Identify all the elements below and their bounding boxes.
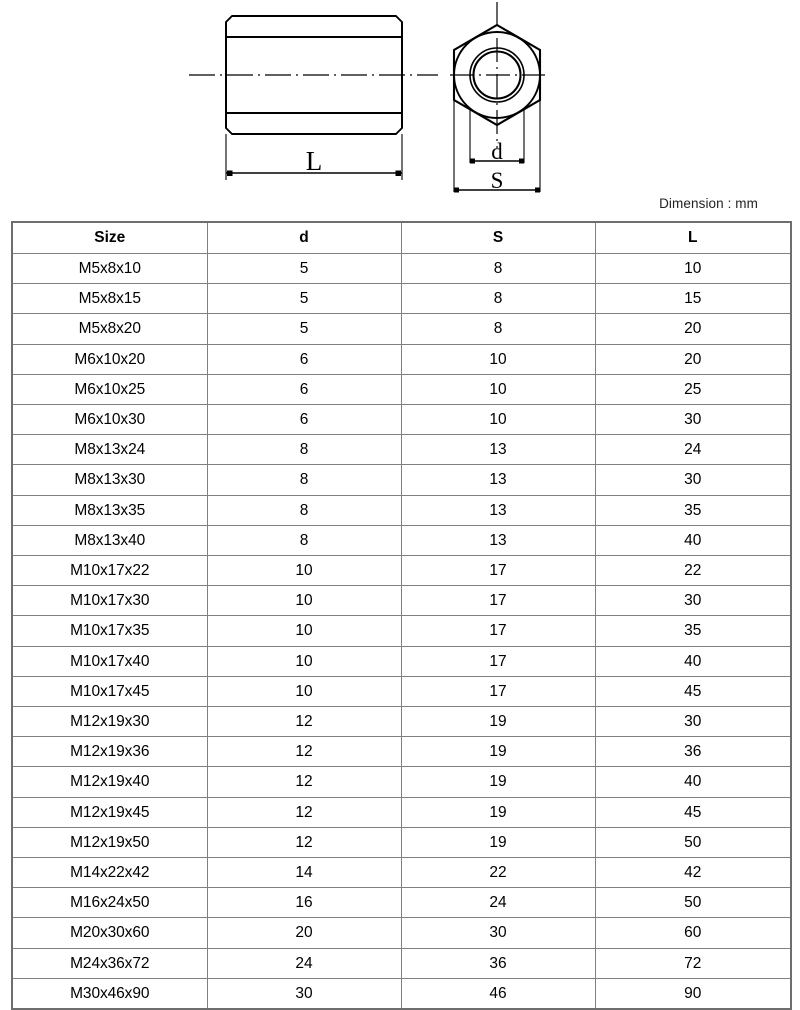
length-arrow-right <box>396 171 402 177</box>
cell-l: 45 <box>595 676 791 706</box>
cell-l: 25 <box>595 374 791 404</box>
cell-d: 5 <box>207 284 401 314</box>
column-header-d: d <box>207 222 401 254</box>
cell-d: 10 <box>207 646 401 676</box>
cell-l: 15 <box>595 284 791 314</box>
cell-l: 30 <box>595 405 791 435</box>
cell-size: M6x10x30 <box>12 405 207 435</box>
cell-l: 40 <box>595 767 791 797</box>
cell-l: 90 <box>595 978 791 1009</box>
cell-s: 10 <box>401 374 595 404</box>
column-header-l: L <box>595 222 791 254</box>
table-row <box>12 314 791 344</box>
cell-s: 10 <box>401 344 595 374</box>
flats-arrow-left <box>454 188 459 193</box>
table-row <box>12 465 791 495</box>
cell-s: 8 <box>401 254 595 284</box>
cell-size: M10x17x45 <box>12 676 207 706</box>
cell-size: M10x17x40 <box>12 646 207 676</box>
table-row <box>12 344 791 374</box>
column-header-size: Size <box>12 222 207 254</box>
cell-size: M14x22x42 <box>12 858 207 888</box>
cell-d: 12 <box>207 767 401 797</box>
thread-diameter-label: d <box>491 139 503 164</box>
cell-l: 60 <box>595 918 791 948</box>
cell-s: 19 <box>401 767 595 797</box>
table-row <box>12 284 791 314</box>
cell-size: M12x19x30 <box>12 707 207 737</box>
table-row <box>12 858 791 888</box>
cell-l: 22 <box>595 556 791 586</box>
table-row <box>12 254 791 284</box>
cell-d: 10 <box>207 556 401 586</box>
cell-size: M5x8x20 <box>12 314 207 344</box>
cell-d: 20 <box>207 918 401 948</box>
cell-size: M8x13x30 <box>12 465 207 495</box>
length-arrow-left <box>227 171 233 177</box>
across-flats-label: S <box>490 168 504 193</box>
cell-l: 24 <box>595 435 791 465</box>
cell-l: 35 <box>595 616 791 646</box>
cell-d: 6 <box>207 374 401 404</box>
cell-d: 16 <box>207 888 401 918</box>
cell-size: M5x8x15 <box>12 284 207 314</box>
cell-l: 45 <box>595 797 791 827</box>
cell-s: 17 <box>401 586 595 616</box>
cell-s: 17 <box>401 646 595 676</box>
column-header-s: S <box>401 222 595 254</box>
cell-s: 8 <box>401 314 595 344</box>
cell-d: 10 <box>207 616 401 646</box>
table-row <box>12 676 791 706</box>
cell-size: M8x13x35 <box>12 495 207 525</box>
cell-l: 36 <box>595 737 791 767</box>
cell-size: M5x8x10 <box>12 254 207 284</box>
cell-s: 13 <box>401 495 595 525</box>
table-row <box>12 918 791 948</box>
cell-d: 24 <box>207 948 401 978</box>
cell-size: M30x46x90 <box>12 978 207 1009</box>
cell-size: M24x36x72 <box>12 948 207 978</box>
cell-s: 10 <box>401 405 595 435</box>
cell-l: 40 <box>595 525 791 555</box>
table-row <box>12 888 791 918</box>
dimension-unit-note: Dimension : mm <box>659 196 758 211</box>
cell-size: M12x19x45 <box>12 797 207 827</box>
cell-size: M12x19x40 <box>12 767 207 797</box>
thread-arrow-right <box>519 159 524 164</box>
cell-size: M8x13x24 <box>12 435 207 465</box>
cell-s: 17 <box>401 556 595 586</box>
cell-s: 13 <box>401 465 595 495</box>
cell-s: 17 <box>401 676 595 706</box>
cell-size: M10x17x35 <box>12 616 207 646</box>
cell-l: 20 <box>595 344 791 374</box>
cell-d: 6 <box>207 344 401 374</box>
cell-size: M10x17x22 <box>12 556 207 586</box>
cell-size: M20x30x60 <box>12 918 207 948</box>
cell-d: 5 <box>207 314 401 344</box>
cell-l: 72 <box>595 948 791 978</box>
cell-l: 10 <box>595 254 791 284</box>
cell-d: 12 <box>207 797 401 827</box>
cell-size: M6x10x20 <box>12 344 207 374</box>
cell-size: M12x19x50 <box>12 827 207 857</box>
cell-s: 8 <box>401 284 595 314</box>
table-row <box>12 767 791 797</box>
table-row <box>12 737 791 767</box>
cell-size: M6x10x25 <box>12 374 207 404</box>
table-row <box>12 646 791 676</box>
cell-d: 5 <box>207 254 401 284</box>
length-label: L <box>305 146 323 176</box>
table-row <box>12 556 791 586</box>
cell-l: 30 <box>595 707 791 737</box>
cell-l: 40 <box>595 646 791 676</box>
specification-table <box>11 221 792 1010</box>
drawing-canvas <box>0 0 800 200</box>
cell-d: 14 <box>207 858 401 888</box>
cell-d: 30 <box>207 978 401 1009</box>
cell-s: 36 <box>401 948 595 978</box>
table-row <box>12 948 791 978</box>
cell-s: 22 <box>401 858 595 888</box>
table-header-row <box>12 222 791 254</box>
cell-d: 8 <box>207 495 401 525</box>
cell-s: 17 <box>401 616 595 646</box>
table-row <box>12 405 791 435</box>
cell-s: 19 <box>401 797 595 827</box>
cell-s: 13 <box>401 525 595 555</box>
cell-l: 42 <box>595 858 791 888</box>
table-row <box>12 525 791 555</box>
cell-l: 30 <box>595 465 791 495</box>
cell-size: M12x19x36 <box>12 737 207 767</box>
cell-d: 8 <box>207 525 401 555</box>
specification-table-container <box>11 221 790 1010</box>
table-row <box>12 495 791 525</box>
cell-s: 19 <box>401 827 595 857</box>
table-row <box>12 374 791 404</box>
cell-size: M10x17x30 <box>12 586 207 616</box>
table-row <box>12 435 791 465</box>
flats-arrow-right <box>535 188 540 193</box>
cell-d: 12 <box>207 737 401 767</box>
cell-l: 50 <box>595 827 791 857</box>
specification-table-body <box>12 254 791 1010</box>
cell-l: 30 <box>595 586 791 616</box>
cell-l: 35 <box>595 495 791 525</box>
table-row <box>12 797 791 827</box>
cell-d: 6 <box>207 405 401 435</box>
table-row <box>12 707 791 737</box>
cell-s: 13 <box>401 435 595 465</box>
cell-s: 24 <box>401 888 595 918</box>
cell-size: M16x24x50 <box>12 888 207 918</box>
cell-d: 8 <box>207 435 401 465</box>
cell-s: 46 <box>401 978 595 1009</box>
table-row <box>12 827 791 857</box>
cell-s: 30 <box>401 918 595 948</box>
table-row <box>12 616 791 646</box>
cell-size: M8x13x40 <box>12 525 207 555</box>
cell-s: 19 <box>401 707 595 737</box>
thread-arrow-left <box>470 159 475 164</box>
table-row <box>12 586 791 616</box>
cell-d: 10 <box>207 586 401 616</box>
cell-s: 19 <box>401 737 595 767</box>
technical-drawing <box>0 0 800 200</box>
cell-d: 12 <box>207 827 401 857</box>
cell-l: 20 <box>595 314 791 344</box>
cell-d: 8 <box>207 465 401 495</box>
cell-l: 50 <box>595 888 791 918</box>
cell-d: 12 <box>207 707 401 737</box>
cell-d: 10 <box>207 676 401 706</box>
